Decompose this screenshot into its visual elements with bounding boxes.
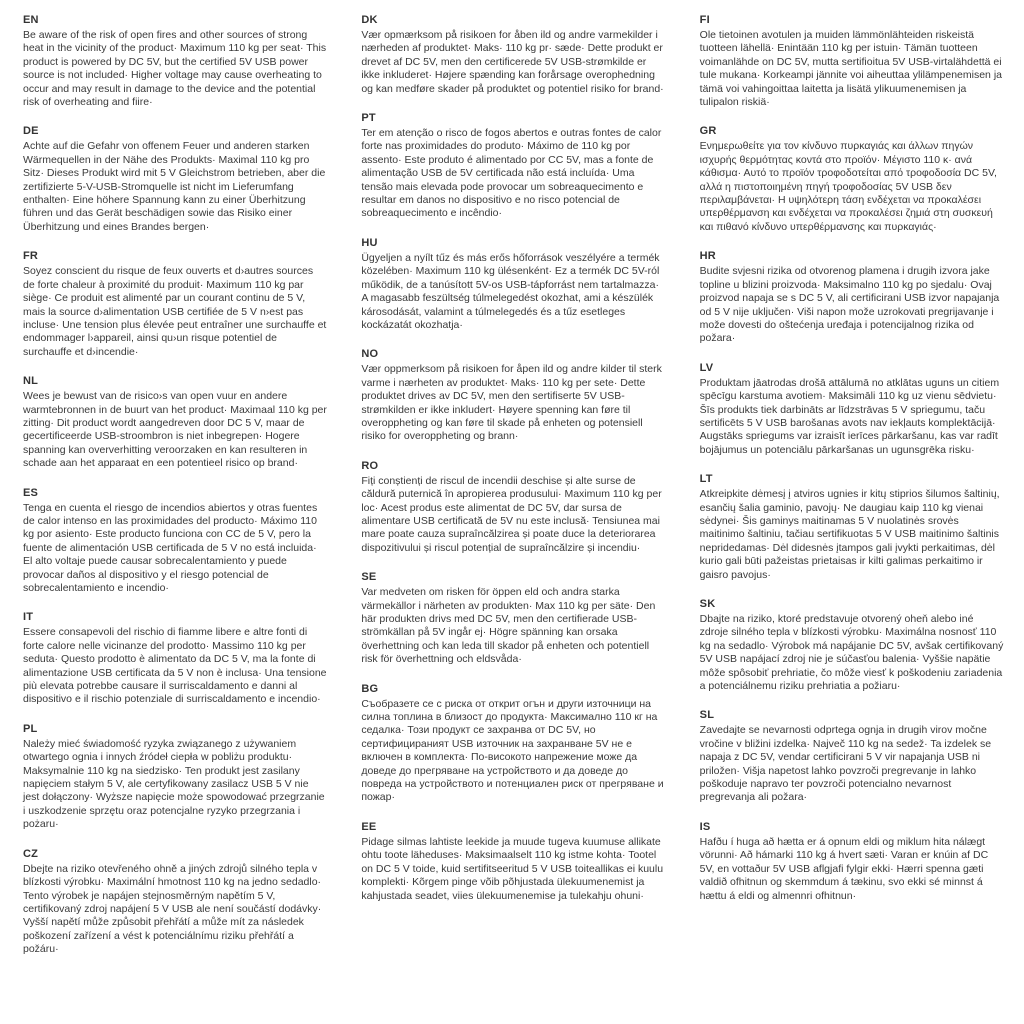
language-block-de: [23, 125, 327, 234]
language-code-heading: LT: [699, 473, 713, 486]
language-code-heading: RO: [361, 459, 379, 472]
language-code-heading: BG: [361, 682, 379, 695]
language-block-se: [361, 571, 665, 666]
column-middle: [361, 14, 665, 973]
warning-text: Soyez conscient du risque de feux ouverts et d›autres sources de forte chaleur à proximité du produit· Maximum 110 kg par siège· Ce produit est alimenté par un courant continu de 5 V, mais la source d›alimentation USB certifiée de 5 V n›est pas incluse· Une tension plus élevée peut entraîner une surchauffe et endommager l›appareil, ainsi qu›un risque potentiel de surchauffe et d›incendie·: [23, 265, 327, 358]
language-block-is: [700, 821, 1004, 903]
language-code-heading: GR: [699, 125, 717, 138]
warning-text: Var medveten om risken för öppen eld och andra starka värmekällor i närheten av produkten· Max 110 kg per säte· Den här produkten drivs med DC 5V, men den certifierade USB-strömkällan på 5V ingår ej· Högre spänning kan orsaka överhettning och kan leda till skador på enheten och potentiell risk för överhettning och eldsvåda·: [361, 586, 656, 666]
language-code-heading: HU: [361, 236, 378, 249]
language-block-hu: [361, 237, 665, 332]
language-code-heading: SK: [699, 598, 716, 610]
warning-text: Dbejte na riziko otevřeného ohně a jiných zdrojů silného tepla v blízkosti výrobku· Maximální hmotnost 110 kg na jedno sedadlo· Tento výrobek je napájen stejnosměrným napětím 5 V, certifikovaný zdroj napájení 5 V USB ale není součástí dodávky· Vyšší napětí může způsobit přehřátí a může mít za následek poškození zařízení a vést k potenciálnímu riziku přehřátí a požáru·: [23, 862, 322, 956]
language-code-heading: SL: [699, 709, 715, 722]
language-code-heading: PT: [361, 112, 376, 125]
language-block-pl: [23, 723, 327, 832]
language-block-ee: [361, 821, 665, 903]
warning-text: Vær oppmerksom på risikoen for åpen ild og andre kilder til sterk varme i nærheten av produktet· Maks· 110 kg per sete· Dette produktet drives av DC 5V, men den sertifiserte 5V USB-strømkilden er ikke inkludert· Høyere spenning kan føre til overoppheting og kan føre til skade på enheten og potensiell risiko for overoppheting og brann·: [361, 363, 662, 443]
language-code-heading: CZ: [23, 847, 39, 860]
column-left: [23, 14, 327, 973]
language-code-heading: DK: [361, 14, 378, 26]
language-code-heading: NO: [361, 348, 379, 361]
warning-text: Be aware of the risk of open fires and other sources of strong heat in the vicinity of the product· Maximum 110 kg per seat· This product is powered by DC 5V, but the certified 5V USB power source is not included· Higher voltage may cause overheating to occur and may result in damage to the device and the potential risk of overheating and fiire·: [23, 29, 327, 109]
language-block-nl: [23, 375, 327, 470]
language-code-heading: ES: [23, 486, 39, 499]
language-block-it: [23, 611, 327, 706]
warning-text: Należy mieć świadomość ryzyka związanego z używaniem otwartego ognia i innych źródeł ciepła w pobliżu produktu· Maksymalnie 110 kg na siedzisko· Ten produkt jest zasilany napięciem stałym 5 V, ale certyfikowany zasilacz USB 5 V nie jest dołączony· Wyższe napięcie może spowodować przegrzanie i uszkodzenie sprzętu oraz potencjalne ryzyko przegrzania i pożaru·: [23, 737, 325, 831]
warning-text: Tenga en cuenta el riesgo de incendios abiertos y otras fuentes de calor intenso en las proximidades del producto· Máximo 110 kg por asiento· Este producto funciona con CC de 5 V, pero la fuente de alimentación USB certificada de 5 V no está incluida· El alto voltaje puede causar sobrecalentamiento y puede provocar daños al dispositivo y el riesgo potencial de sobrecalentamiento e incendio·: [23, 501, 318, 594]
language-code-heading: EE: [361, 820, 377, 833]
warning-text: Wees je bewust van de risico›s van open vuur en andere warmtebronnen in de buurt van het product· Maximaal 110 kg per zitting· Dit product wordt aangedreven door DC 5 V, maar de gecertificeerde USB-stroombron is niet inbegrepen· Hogere spanning kan oververhitting veroorzaken en kan resulteren in schade aan het apparaat en een potentieel risico op brand·: [23, 390, 327, 470]
language-block-lt: [700, 473, 1004, 582]
warning-text: Pidage silmas lahtiste leekide ja muude tugeva kuumuse allikate ohtu toote läheduses· Maksimaalselt 110 kg istme kohta· Tootel on DC 5 V toide, kuid sertifitseeritud 5 V USB toiteallikas ei kuulu komplekti· Kõrgem pinge võib põhjustada ülekuumenemist ja kahjustada seadet, viies ülekuumenemise ja tulekahju ohuni·: [361, 835, 664, 902]
language-block-pt: [361, 112, 665, 221]
language-code-heading: SE: [361, 571, 377, 584]
warning-text: Fiți conștienți de riscul de incendii deschise și alte surse de căldură puternică în apropierea produsului· Maximum 110 kg per loc· Acest produs este alimentat de DC 5V, dar sursa de alimentare USB certificată de 5V nu este inclusă· Tensiunea mai mare poate cauza supraîncălzirea și poate duce la deteriorarea dispozitivului și riscul potențial de supraîncălzire și incendiu·: [361, 474, 662, 554]
warning-text: Zavedajte se nevarnosti odprtega ognja in drugih virov močne vročine v bližini izdelka· Največ 110 kg na sedež· Ta izdelek se napaja z DC 5V, vendar certificirani 5 V vir napajanja USB ni priložen· Višja napetost lahko povzroči pregrevanje in lahko poškoduje napravo ter povzroči potencialno nevarnost pregrevanja ali požara·: [699, 724, 992, 804]
warning-text: Budite svjesni rizika od otvorenog plamena i drugih izvora jake topline u blizini proizvoda· Maksimalno 110 kg po sjedalu· Ovaj proizvod napaja se s DC 5 V, ali certificirani USB izvor napajanja od 5 V nije uključen· Viši napon može uzrokovati pregrijavanje i može dovesti do oštećenja uređaja i potencijalnog rizika od požara·: [699, 265, 1000, 345]
language-block-dk: [361, 14, 665, 96]
language-block-hr: [700, 250, 1004, 345]
language-block-ro: [361, 460, 665, 555]
language-code-heading: HR: [699, 250, 716, 263]
warning-text: Achte auf die Gefahr von offenem Feuer und anderen starken Wärmequellen in der Nähe des Produkts· Maximal 110 kg pro Sitz· Dieses Produkt wird mit 5 V Gleichstrom betrieben, aber die zertifizierte 5-V-USB-Stromquelle ist nicht im Lieferumfang enthalten· Eine höhere Spannung kann zu einer Überhitzung führen und das Gerät beschädigen sowie das Risiko einer Überhitzung und eines Brandes bergen·: [23, 140, 326, 233]
language-block-sk: [700, 598, 1004, 693]
warning-text: Ενημερωθείτε για τον κίνδυνο πυρκαγιάς και άλλων πηγών ισχυρής θερμότητας κοντά στο προϊόν· Μέγιστο 110 κ· ανά κάθισμα· Αυτό το προϊόν τροφοδοτείται από τροφοδοσία DC 5V, αλλά η πιστοποιημένη πηγή τροφοδοσίας 5V USB δεν περιλαμβάνεται· Η υψηλότερη τάση ενδέχεται να προκαλέσει υπερθέρμανση και ενδέχεται να προκαλέσει ζημιά στη συσκευή και πιθανό κίνδυνο υπερθέρμανσης και πυρκαγιάς·: [699, 140, 997, 233]
language-block-cz: [23, 848, 327, 957]
language-block-bg: [361, 683, 665, 805]
language-block-no: [361, 348, 665, 443]
warning-text: Atkreipkite dėmesį į atviros ugnies ir kitų stiprios šilumos šaltinių, esančių šalia gaminio, pavojų· Ne daugiau kaip 110 kg vienai sėdynei· Šis gaminys maitinamas 5 V nuolatinės srovės maitinimo šaltiniu, tačiau sertifikuotas 5 V USB maitinimo šaltinis nepridedamas· Dėl didesnės įtampos gali įvykti perkaitimas, dėl kurio gali būti pažeistas prietaisas ir kilti galimas perkaitimo ir gaisro pavojus·: [699, 488, 1000, 581]
warning-text: Dbajte na riziko, ktoré predstavuje otvorený oheň alebo iné zdroje silného tepla v blízkosti výrobku· Maximálna nosnosť 110 kg na sedadlo· Výrobok má napájanie DC 5V, avšak certifikovaný 5V USB napájací zdroj nie je súčasťou balenia· Vyššie napätie môže spôsobiť prehriatie, čo môže viesť k poškodeniu zariadenia a potenciálnemu riziku prehriatia a požiaru·: [699, 613, 1004, 693]
language-code-heading: IS: [699, 820, 711, 833]
language-code-heading: DE: [23, 125, 39, 138]
language-block-fi: [700, 14, 1004, 109]
language-code-heading: NL: [23, 375, 39, 388]
column-right: [700, 14, 1004, 973]
language-code-heading: EN: [23, 14, 39, 26]
warning-text: Produktam jāatrodas drošā attālumā no atklātas uguns un citiem spēcīgu karstuma avotiem· Maksimāli 110 kg uz vienu sēdvietu· Šīs produkts tiek darbināts ar līdzstrāvas 5 V spriegumu, taču sertificēts 5 V USB barošanas avots nav iekļauts komplektācijā· Augstāks spriegums var izraisīt ierīces pārkaršanu, kas var radīt bojājumus un potenciālu pārkaršanas un ugunsgrēka risku·: [699, 376, 1000, 456]
warning-text: Essere consapevoli del rischio di fiamme libere e altre fonti di forte calore nelle vicinanze del prodotto· Massimo 110 kg per seduta· Questo prodotto è alimentato da DC 5 V, ma la fonte di alimentazione USB certificata da 5 V non è inclusa· Una tensione più elevata potrebbe causare il surriscaldamento e danni al dispositivo e il rischio potenziale di surriscaldamento e incendio·: [23, 626, 327, 706]
language-block-gr: [700, 125, 1004, 234]
language-block-sl: [700, 709, 1004, 804]
language-code-heading: IT: [23, 611, 34, 624]
warning-text: Hafðu í huga að hætta er á opnum eldi og miklum hita nálægt vörunni· Að hámarki 110 kg á hvert sæti· Varan er knúin af DC 5V, en vottaður 5V USB aflgjafi fylgir ekki· Hærri spenna gæti valdið ofhitnun og skemmdum á tækinu, svo ekki sé minnst á hættu á eldi og almennri ofhitnun·: [699, 835, 989, 902]
language-code-heading: FR: [23, 250, 39, 263]
language-code-heading: PL: [23, 722, 38, 735]
warning-text: Ole tietoinen avotulen ja muiden lämmönlähteiden riskeistä tuotteen lähellä· Enintään 110 kg per istuin· Tämän tuotteen voimanlähde on DC 5V, mutta sertifioitua 5V USB-virtalähdettä ei tule mukana· Korkeampi jännite voi aiheuttaa ylilämpenemisen ja tämä voi vahingoittaa laitetta ja lisätä ylikuumenemisen ja tulipalon riskiä·: [699, 29, 1002, 109]
language-block-lv: [700, 362, 1004, 457]
warning-text: Съобразете се с риска от открит огън и други източници на силна топлина в близост до продукта· Максимално 110 кг на седалка· Този продукт се захранва от DC 5V, но сертифицираният USB източник на захранване 5V не е включен в комплекта· По-високото напрежение може да доведе до прегряване на устройството и да доведе до повреда на устройството и потенциален риск от прегряване и пожар·: [361, 697, 664, 804]
language-block-fr: [23, 250, 327, 359]
warning-text: Ter em atenção o risco de fogos abertos e outras fontes de calor forte nas proximidades do produto· Máximo de 110 kg por assento· Este produto é alimentado por CC 5V, mas a fonte de alimentação USB de 5V certificada não está incluída· Uma tensão mais elevada pode provocar um sobreaquecimento e resultar em danos no dispositivo e no risco potencial de sobreaquecimento e incêndio·: [361, 127, 662, 220]
language-block-es: [23, 487, 327, 596]
language-block-en: [23, 14, 327, 109]
warning-text: Vær opmærksom på risikoen for åben ild og andre varmekilder i nærheden af produktet· Maks· 110 kg pr· sæde· Dette produkt er drevet af DC 5V, men den certificerede 5V USB-strømkilde er ikke inkluderet· Højere spænding kan forårsage overophedning og kan medføre skader på produktet og potentiel risiko for brand·: [361, 29, 664, 95]
warning-text: Ügyeljen a nyílt tűz és más erős hőforrások veszélyére a termék közelében· Maximum 110 kg ülésenként· Ez a termék DC 5V-ról működik, de a tanúsított 5V-os USB-tápforrást nem tartalmazza· A magasabb feszültség túlmelegedést okozhat, ami a készülék károsodását, valamint a túlmelegedés és a tűz esetleges kockázatát okozhatja·: [361, 251, 660, 331]
language-code-heading: FI: [699, 14, 710, 26]
language-code-heading: LV: [699, 361, 714, 374]
